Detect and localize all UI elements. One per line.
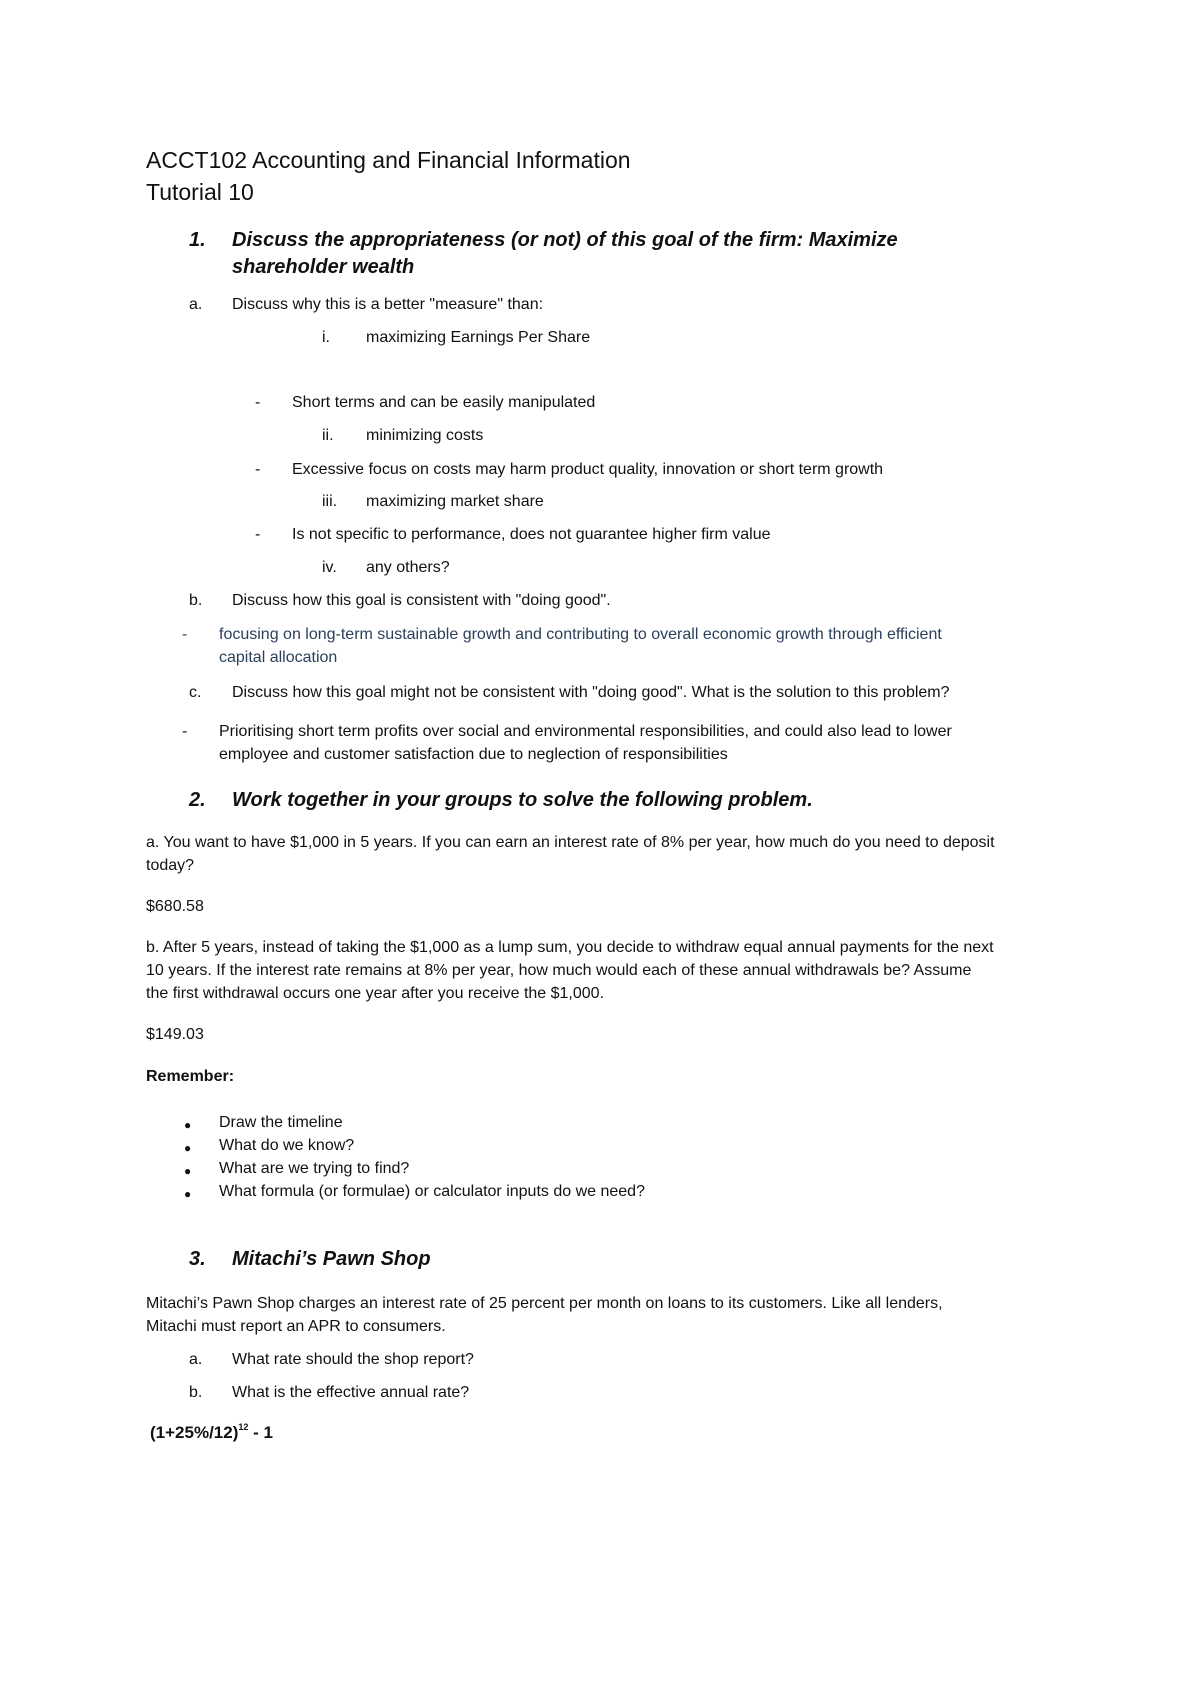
- q3-formula: [150, 1422, 273, 1444]
- q2b-line2: 10 years. If the interest rate remains at 8% per year, how much would each of these annual withdrawals be? Assume: [146, 962, 972, 979]
- q1c-answer-dash: -: [182, 723, 188, 740]
- q1b-answer-line2: capital allocation: [219, 649, 338, 666]
- q1b-text: Discuss how this goal is consistent with "doing good".: [232, 592, 611, 609]
- q1a-iii-answer: Is not specific to performance, does not guarantee higher firm value: [292, 526, 771, 543]
- bullet-item: What are we trying to find?: [219, 1160, 410, 1177]
- q1-heading-line2: shareholder wealth: [232, 256, 415, 278]
- q1a-text: Discuss why this is a better "measure" than:: [232, 296, 544, 313]
- q3-body-line1: Mitachi’s Pawn Shop charges an interest rate of 25 percent per month on loans to its customers. Like all lenders,: [146, 1295, 943, 1312]
- q1a-i-answer-dash: -: [255, 394, 261, 411]
- q1-number: 1.: [189, 229, 206, 251]
- q3a-text: What rate should the shop report?: [232, 1351, 474, 1368]
- bullet-marker: ●: [184, 1187, 192, 1201]
- q2b-line1: b. After 5 years, instead of taking the $1,000 as a lump sum, you decide to withdraw equal annual payments for the next: [146, 939, 994, 956]
- q1a-i-text: maximizing Earnings Per Share: [366, 329, 591, 346]
- bullet-marker: ●: [184, 1141, 192, 1155]
- q1a-ii-answer-dash: -: [255, 461, 261, 478]
- q1b-answer-dash: -: [182, 626, 188, 643]
- q1c-answer-line1: Prioritising short term profits over social and environmental responsibilities, and could also lead to lower: [219, 723, 952, 740]
- q1b-marker: b.: [189, 592, 203, 609]
- q2b-line3: the first withdrawal occurs one year after you receive the $1,000.: [146, 985, 605, 1002]
- q1c-answer-line2: employee and customer satisfaction due to neglection of responsibilities: [219, 746, 728, 763]
- q1-heading-line1: Discuss the appropriateness (or not) of this goal of the firm: Maximize: [232, 229, 898, 251]
- q1a-iv-text: any others?: [366, 559, 450, 576]
- q1a-ii-text: minimizing costs: [366, 427, 484, 444]
- q1a-marker: a.: [189, 296, 203, 313]
- q1a-ii-marker: ii.: [322, 427, 334, 444]
- q1a-iii-marker: iii.: [322, 493, 338, 510]
- q3-formula-exponent: 12: [238, 1422, 249, 1433]
- bullet-marker: ●: [184, 1118, 192, 1132]
- document-subtitle: Tutorial 10: [146, 179, 254, 205]
- q1a-i-marker: i.: [322, 329, 330, 346]
- q3-number: 3.: [189, 1248, 206, 1270]
- q2a-line2: today?: [146, 857, 195, 874]
- q1a-i-answer: Short terms and can be easily manipulated: [292, 394, 596, 411]
- q3-body-line2: Mitachi must report an APR to consumers.: [146, 1318, 446, 1335]
- q1b-answer-line1: focusing on long-term sustainable growth and contributing to overall economic growth through efficient: [219, 626, 942, 643]
- bullet-item: Draw the timeline: [219, 1114, 343, 1131]
- q3a-marker: a.: [189, 1351, 203, 1368]
- q1a-ii-answer: Excessive focus on costs may harm product quality, innovation or short term growth: [292, 461, 884, 478]
- q1c-marker: c.: [189, 684, 202, 701]
- q2-heading: Work together in your groups to solve the following problem.: [232, 789, 813, 811]
- q1a-iii-text: maximizing market share: [366, 493, 544, 510]
- bullet-marker: ●: [184, 1164, 192, 1178]
- q3-heading: Mitachi’s Pawn Shop: [232, 1248, 431, 1270]
- q2b-answer: $149.03: [146, 1026, 204, 1043]
- bullet-item: What formula (or formulae) or calculator inputs do we need?: [219, 1183, 645, 1200]
- q2-number: 2.: [189, 789, 206, 811]
- q3-formula-base: (1+25%/12): [150, 1423, 239, 1442]
- q2a-answer: $680.58: [146, 898, 204, 915]
- bullet-item: What do we know?: [219, 1137, 355, 1154]
- q1c-text: Discuss how this goal might not be consistent with "doing good". What is the solution to this problem?: [232, 684, 950, 701]
- q2a-line1: a. You want to have $1,000 in 5 years. If you can earn an interest rate of 8% per year, how much do you need to deposit: [146, 834, 995, 851]
- q3b-marker: b.: [189, 1384, 203, 1401]
- document-title: ACCT102 Accounting and Financial Information: [146, 147, 631, 173]
- q3b-text: What is the effective annual rate?: [232, 1384, 470, 1401]
- q1a-iv-marker: iv.: [322, 559, 337, 576]
- q3-formula-tail: - 1: [248, 1423, 273, 1442]
- remember-label: Remember:: [146, 1068, 235, 1085]
- q1a-iii-answer-dash: -: [255, 526, 261, 543]
